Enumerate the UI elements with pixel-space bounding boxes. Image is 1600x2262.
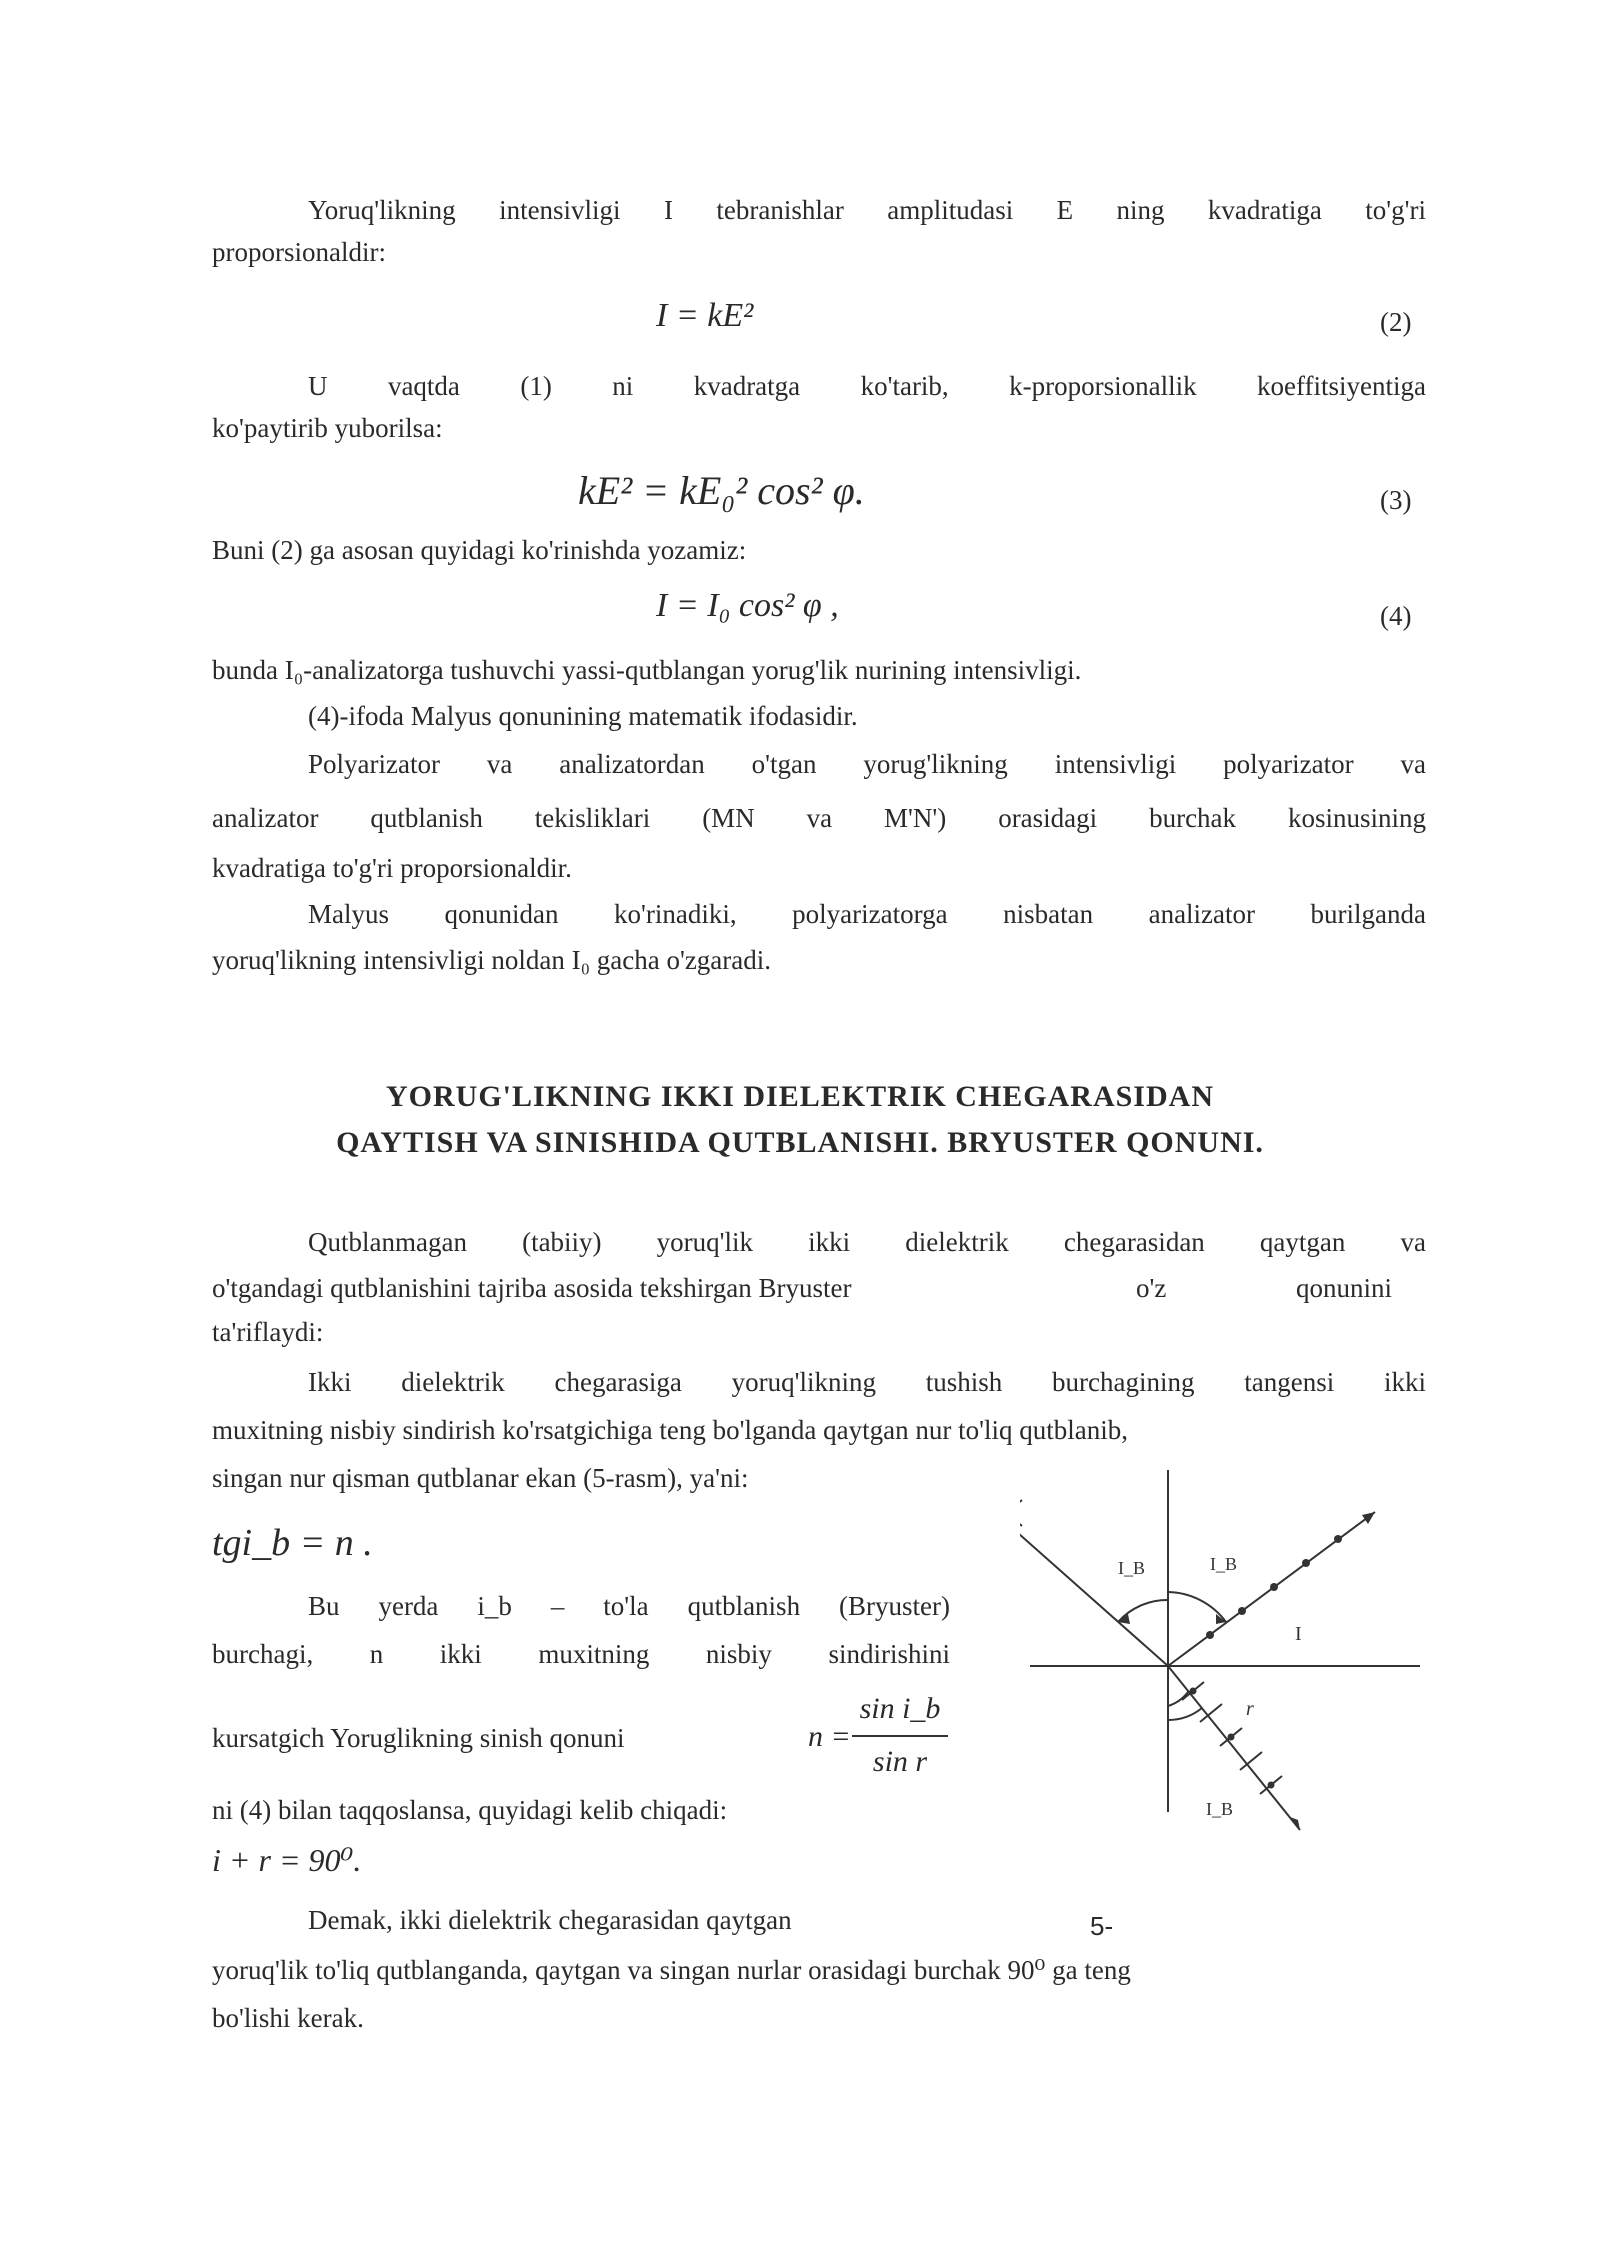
label-i: I [1295, 1623, 1302, 1645]
snell-denominator: sin r [872, 1744, 928, 1778]
paragraph-bunda: bunda I₀-analizatorga tushuvchi yassi-qutblangan yorug'lik nurining intensivligi. [212, 655, 1082, 685]
equation-angle-sum: i + r = 90⁰. [212, 1842, 362, 1878]
figure-number: 5- [1090, 1911, 1114, 1941]
snell-numerator: sin i_b [859, 1692, 941, 1725]
paragraph-intensity-line1: Yoruq'likning intensivligi I tebranishlar amplitudasi E ning kvadratiga to'g'ri [308, 195, 1426, 225]
paragraph-brewster-angle-line3: kursatgich Yoruglikning sinish qonuni [212, 1723, 625, 1753]
paragraph-brewster-intro-line2c: qonunini [1296, 1273, 1393, 1303]
paragraph-brewster-law-line1: Ikki dielektrik chegarasiga yoruq'likning tushish burchagining tangensi ikki [308, 1367, 1426, 1397]
reflected-arrowhead [1362, 1512, 1375, 1524]
equation-3-number: (3) [1380, 485, 1412, 515]
paragraph-malus-law-line2: yoruq'likning intensivligi noldan I₀ gacha o'zgaradi. [212, 945, 772, 975]
snell-fraction [852, 1686, 948, 1785]
paragraph-brewster-intro-line3: ta'riflaydi: [212, 1317, 324, 1347]
paragraph-polarizer-line3: kvadratiga to'g'ri proporsionaldir. [212, 853, 572, 883]
equation-4: I = I₀ cos² φ , [656, 587, 839, 624]
fraction-bar [852, 1735, 948, 1737]
lower-angle-arc [1168, 1692, 1188, 1706]
incident-polarization-symbol [1020, 1490, 1022, 1536]
section-heading-line2: QAYTISH VA SINISHIDA QUTBLANISHI. BRYUSTER QONUNI. [336, 1126, 1264, 1159]
refracted-polarization-dots [1190, 1688, 1275, 1789]
refracted-ray [1168, 1666, 1300, 1830]
paragraph-intensity-line2: proporsionaldir: [212, 237, 386, 267]
paragraph-conclusion-line3: bo'lishi kerak. [212, 2003, 364, 2033]
paragraph-brewster-angle-line2: burchagi, n ikki muxitning nisbiy sindirishini [212, 1639, 950, 1669]
paragraph-polarizer-line1: Polyarizator va analizatordan o'tgan yorug'likning intensivligi polyarizator va [308, 749, 1426, 779]
refraction-angle-arc [1168, 1708, 1202, 1720]
paragraph-malus-law-line1: Malyus qonunidan ko'rinadiki, polyarizatorga nisbatan analizator burilganda [308, 899, 1426, 929]
equation-2: I = kE² [656, 297, 754, 334]
section-heading-line1: YORUG'LIKNING IKKI DIELEKTRIK CHEGARASIDAN [386, 1080, 1214, 1113]
paragraph-buni: Buni (2) ga asosan quyidagi ko'rinishda yozamiz: [212, 535, 747, 565]
equation-2-number: (2) [1380, 307, 1412, 337]
paragraph-polarizer-line2: analizator qutblanish tekisliklari (MN va M'N') orasidagi burchak kosinusining [212, 803, 1426, 833]
paragraph-brewster-angle-line1: Bu yerda i_b – to'la qutblanish (Bryuster) [308, 1591, 950, 1621]
equation-4-number: (4) [1380, 601, 1412, 631]
snell-n-label: n = [808, 1720, 851, 1753]
paragraph-brewster-intro-line1: Qutblanmagan (tabiiy) yoruq'lik ikki dielektrik chegarasidan qaytgan va [308, 1227, 1426, 1257]
paragraph-brewster-law-line3: singan nur qisman qutblanar ekan (5-rasm), ya'ni: [212, 1463, 749, 1493]
label-incidence-angle: I_B [1118, 1558, 1145, 1578]
paragraph-conclusion-line1: Demak, ikki dielektrik chegarasidan qaytgan [308, 1905, 792, 1935]
label-r: r [1246, 1698, 1254, 1720]
paragraph-brewster-intro-line2b: o'z [1136, 1273, 1167, 1303]
paragraph-conclusion-line2: yoruq'lik to'liq qutblanganda, qaytgan va singan nurlar orasidagi burchak 90⁰ ga teng [212, 1955, 1131, 1985]
equation-brewster: tgi_b = n . [212, 1522, 373, 1564]
paragraph-brewster-intro-line2a: o'tgandagi qutblanishini tajriba asosida tekshirgan Bryuster [212, 1273, 852, 1303]
paragraph-brewster-law-line2: muxitning nisbiy sindirish ko'rsatgichiga teng bo'lganda qaytgan nur to'liq qutblanib, [212, 1415, 1128, 1445]
paragraph-square-line2: ko'paytirib yuborilsa: [212, 413, 443, 443]
label-lower-angle: I_B [1206, 1799, 1233, 1819]
brewster-figure [1020, 1470, 1440, 1870]
paragraph-malus-formula: (4)-ifoda Malyus qonunining matematik ifodasidir. [308, 701, 858, 731]
label-reflection-angle: I_B [1210, 1554, 1237, 1574]
paragraph-brewster-angle-line4: ni (4) bilan taqqoslansa, quyidagi kelib chiqadi: [212, 1795, 728, 1825]
incident-ray [1020, 1510, 1168, 1666]
equation-3: kE² = kE₀² cos² φ. [578, 468, 865, 513]
paragraph-square-line1: U vaqtda (1) ni kvadratga ko'tarib, k-proporsionallik koeffitsiyentiga [308, 371, 1426, 401]
